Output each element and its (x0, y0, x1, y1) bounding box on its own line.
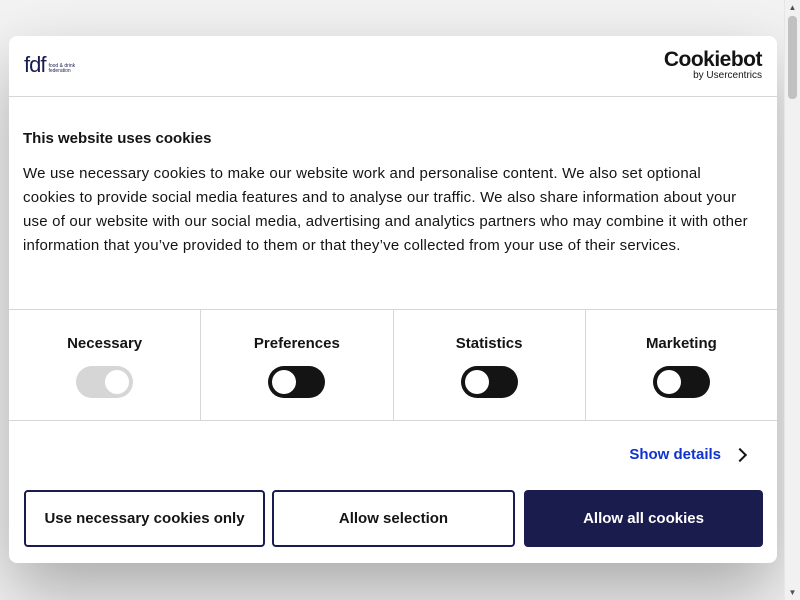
cookie-consent-dialog (9, 36, 777, 563)
fdf-logo (24, 54, 78, 76)
toggle-knob (465, 370, 489, 394)
chevron-right-icon (733, 448, 747, 462)
toggle-knob (657, 370, 681, 394)
fdf-tagline-line1: food & drink (48, 62, 76, 69)
toggle-cell-necessary (9, 310, 201, 420)
necessary-toggle (76, 366, 133, 398)
cookiebot-logo-word: Cookiebot (663, 48, 762, 71)
statistics-toggle[interactable] (461, 366, 518, 398)
toggle-cell-preferences (201, 310, 393, 420)
toggle-cell-statistics (394, 310, 586, 420)
dialog-title: This website uses cookies (23, 130, 212, 147)
show-details-label: Show details (629, 446, 721, 463)
cookiebot-logo-subtitle: by Usercentrics (693, 70, 762, 81)
consent-buttons (24, 490, 763, 547)
preferences-toggle[interactable] (268, 366, 325, 398)
toggle-label-marketing: Marketing (645, 335, 717, 352)
dialog-description: We use necessary cookies to make our website work and personalise content. We also set optional cookies to provide social media features and to analyse our traffic. We also share information about your use of our website with our social media, advertising and analytics partners who may combine it with other information that you’ve provided to them or that they’ve collected from your use of their services. (23, 165, 748, 254)
triangle-down-icon[interactable]: ▼ (788, 588, 797, 597)
allow-all-cookies-button[interactable]: Allow all cookies (524, 490, 763, 547)
toggle-cell-marketing (586, 310, 777, 420)
dialog-header (9, 36, 777, 97)
scrollbar-thumb[interactable] (788, 16, 797, 99)
fdf-tagline-line2: federation (48, 67, 71, 74)
use-necessary-cookies-button[interactable]: Use necessary cookies only (24, 490, 265, 547)
show-details-link[interactable] (629, 443, 749, 467)
triangle-up-icon[interactable]: ▲ (788, 3, 797, 12)
dialog-content (9, 130, 777, 258)
toggle-knob (272, 370, 296, 394)
fdf-logo-mark: fdf (24, 52, 46, 77)
cookiebot-logo[interactable] (664, 50, 762, 82)
toggle-label-preferences: Preferences (253, 335, 340, 352)
page-scrollbar[interactable] (784, 0, 800, 600)
toggle-label-necessary: Necessary (67, 335, 143, 352)
toggle-knob (105, 370, 129, 394)
fdf-logo-tagline (48, 64, 78, 74)
marketing-toggle[interactable] (653, 366, 710, 398)
allow-selection-button[interactable]: Allow selection (272, 490, 515, 547)
consent-toggles (9, 309, 777, 421)
toggle-label-statistics: Statistics (455, 335, 523, 352)
